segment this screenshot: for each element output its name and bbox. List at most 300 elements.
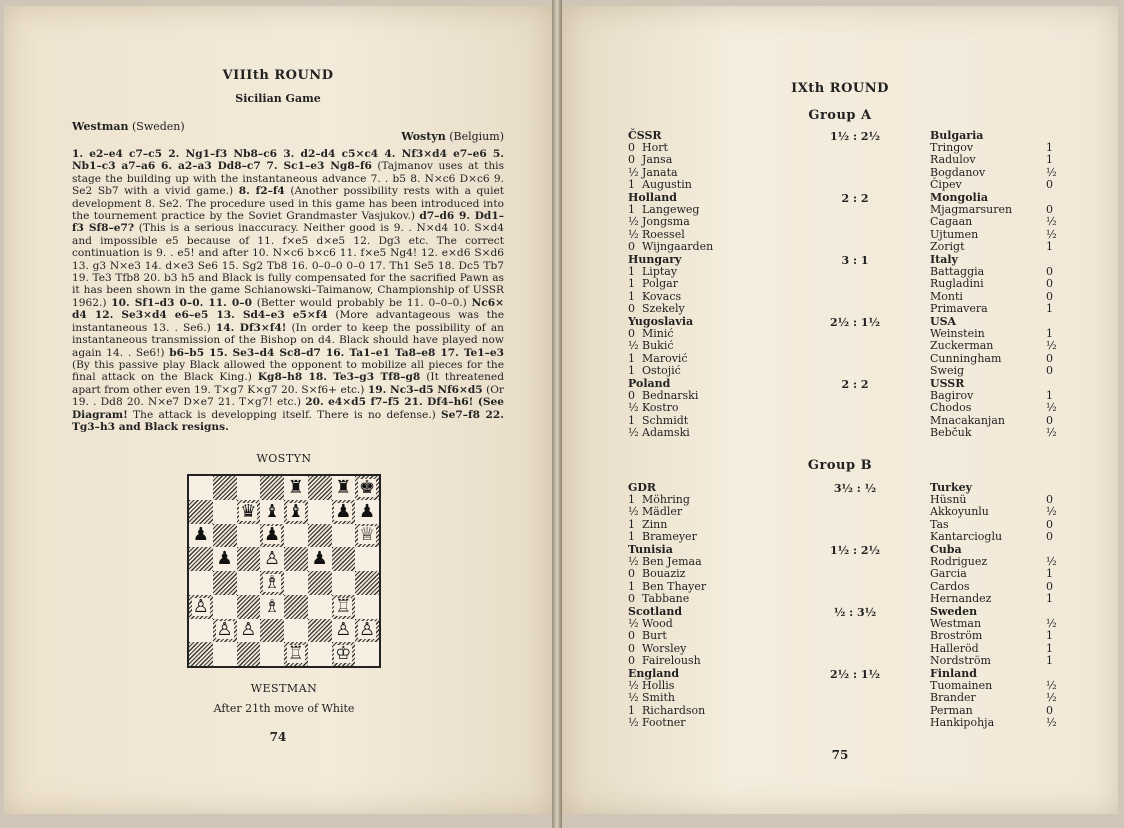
chess-piece-icon: ♟	[264, 524, 281, 546]
player-name: Janata	[642, 165, 678, 179]
player-name: Jongsma	[642, 215, 690, 229]
player-points: 1	[628, 289, 635, 303]
player-name: Adamski	[642, 425, 690, 439]
team-name: GDR	[628, 481, 657, 494]
match-score: ½ : 3½	[833, 606, 877, 619]
player-row	[930, 506, 1060, 518]
player-points: ½	[1046, 401, 1057, 415]
player-name: Bouaziz	[642, 567, 686, 581]
match-score: 1½ : 2½	[830, 130, 880, 143]
comment-text: (Better would probably be 11. 0–0–0.)	[251, 296, 472, 309]
group-a-title: Group A	[808, 108, 872, 123]
player-name: Westman	[930, 617, 982, 631]
team-left	[628, 482, 808, 543]
player-points: 1	[1046, 389, 1053, 403]
team-name: Holland	[628, 191, 677, 204]
player-name: Langeweg	[642, 203, 700, 217]
team-right	[930, 544, 1060, 605]
player-points: 1	[628, 203, 635, 217]
player-name: Kantarcioglu	[930, 529, 1003, 543]
board-square	[213, 619, 237, 643]
player-points: 1	[1046, 629, 1053, 643]
player-name: Cunningham	[930, 351, 1002, 365]
board-square	[237, 476, 261, 500]
team-name: ČSSR	[628, 129, 662, 142]
team-name: Bulgaria	[930, 129, 984, 142]
board-square	[260, 595, 284, 619]
board-square	[355, 595, 379, 619]
player-name: Rugladini	[930, 277, 984, 291]
chess-piece-icon: ♝	[264, 500, 281, 522]
book-gutter	[552, 0, 562, 828]
move-text: 19. Nc3–d5 Nf6×d5	[367, 383, 483, 396]
player-name: Bogdanov	[930, 165, 986, 179]
player-row	[930, 241, 1060, 253]
match-block	[628, 130, 1068, 192]
board-square	[189, 524, 213, 548]
player-name: Szekely	[642, 301, 685, 315]
player-points: ½	[628, 227, 639, 241]
match-block	[628, 668, 1068, 730]
player-points: ½	[1046, 165, 1057, 179]
team-right	[930, 254, 1060, 315]
player-name: Perman	[930, 703, 973, 717]
board-square	[308, 571, 332, 595]
board-square	[189, 642, 213, 666]
player-name: Hort	[642, 141, 668, 155]
team-name: Poland	[628, 377, 671, 390]
board-bottom-label: WESTMAN	[250, 682, 318, 695]
player-name: Ben Thayer	[642, 579, 707, 593]
chess-piece-icon: ♖	[287, 643, 304, 665]
board-square	[189, 500, 213, 524]
player-row	[628, 427, 808, 439]
board-square	[284, 642, 308, 666]
match-block	[628, 482, 1068, 544]
player-points: ½	[628, 425, 639, 439]
board-square	[260, 476, 284, 500]
move-text: 20. e4×d5 f7–f5 21. Df4–h6! (See Diagram!	[72, 396, 505, 421]
team-left	[628, 130, 808, 191]
player-points: 1	[1046, 141, 1053, 155]
chess-piece-icon: ♟	[216, 548, 233, 570]
board-square	[284, 547, 308, 571]
player-points: 0	[1046, 517, 1053, 531]
player-name: Smith	[642, 691, 675, 705]
player-points: ½	[1046, 215, 1057, 229]
team-name: Tunisia	[628, 543, 673, 556]
player-points: 1	[628, 517, 635, 531]
player-name: Kovacs	[642, 289, 682, 303]
board-square	[189, 595, 213, 619]
player-row	[628, 531, 808, 543]
board-square	[189, 476, 213, 500]
board-square	[355, 642, 379, 666]
player-points: 1	[1046, 327, 1053, 341]
player-points: 0	[628, 591, 635, 605]
player-points: 0	[1046, 363, 1053, 377]
match-block	[628, 192, 1068, 254]
player-row	[628, 179, 808, 191]
board-square	[237, 524, 261, 548]
player-name: Monti	[930, 289, 963, 303]
page-title: VIIIth ROUND	[222, 68, 334, 83]
player-name: Bukić	[642, 339, 674, 353]
board-square	[355, 500, 379, 524]
board-square	[284, 500, 308, 524]
chess-piece-icon: ♛	[240, 500, 257, 522]
player-points: 0	[1046, 579, 1053, 593]
team-name: Hungary	[628, 253, 682, 266]
player-points: 0	[1046, 413, 1053, 427]
player-name: Broström	[930, 629, 983, 643]
board-square	[308, 476, 332, 500]
player-points: ½	[1046, 679, 1057, 693]
match-block	[628, 316, 1068, 378]
match-score: 3½ : ½	[833, 482, 877, 495]
board-square	[308, 524, 332, 548]
team-left	[628, 668, 808, 729]
player-row	[628, 303, 808, 315]
board-square	[213, 595, 237, 619]
player-points: ½	[1046, 555, 1057, 569]
player-name: Halleröd	[930, 641, 979, 655]
player-points: 0	[628, 153, 635, 167]
player-name: Hankipohja	[930, 715, 995, 729]
move-text: d7–d6 9. Dd1–f3 Sf8–e7?	[72, 210, 504, 235]
chess-piece-icon: ♟	[192, 524, 209, 546]
move-text: b6–b5 15. Se3–d4 Sc8–d7 16. Ta1–e1 Ta8–e8 17. Te1–e3	[169, 346, 505, 359]
player-points: ½	[628, 505, 639, 519]
player-row	[930, 655, 1060, 667]
team-right	[930, 482, 1060, 543]
team-name: USA	[930, 315, 957, 328]
board-square	[308, 595, 332, 619]
team-name: Scotland	[628, 605, 683, 618]
board-square	[189, 547, 213, 571]
player-points: 1	[628, 703, 635, 717]
player-row	[930, 717, 1060, 729]
team-name: Yugoslavia	[628, 315, 694, 328]
player-points: 0	[628, 389, 635, 403]
player-points: ½	[628, 165, 639, 179]
page-title-right: IXth ROUND	[791, 81, 889, 96]
chess-piece-icon: ♟	[335, 500, 352, 522]
player-row	[930, 365, 1060, 377]
team-right	[930, 606, 1060, 667]
player-row	[930, 531, 1060, 543]
player-row	[930, 593, 1060, 605]
player-points: 1	[628, 413, 635, 427]
player-name: Zuckerman	[930, 339, 994, 353]
player-points: 1	[628, 265, 635, 279]
player-points: ½	[628, 679, 639, 693]
board-square	[260, 619, 284, 643]
match-block	[628, 254, 1068, 316]
white-player: Westman (Sweden)	[72, 120, 185, 133]
player-points: 0	[1046, 289, 1053, 303]
player-name: Tas	[930, 517, 949, 531]
board-square	[332, 500, 356, 524]
player-points: 0	[1046, 277, 1053, 291]
comment-text: (Or 19. . Dd8 20. N×e7 D×e7 21. T×g7! etc.)	[72, 383, 505, 409]
team-left	[628, 254, 808, 315]
player-points: 1	[628, 529, 635, 543]
board-square	[213, 642, 237, 666]
move-text: 8. f2–f4	[238, 185, 285, 198]
board-square	[260, 547, 284, 571]
player-points: ½	[628, 691, 639, 705]
team-name: Finland	[930, 667, 977, 680]
player-name: Cardos	[930, 579, 970, 593]
player-points: 0	[1046, 177, 1053, 191]
chess-diagram	[187, 474, 381, 668]
board-square	[332, 642, 356, 666]
team-left	[628, 316, 808, 377]
board-square	[213, 500, 237, 524]
page-number-right: 75	[831, 748, 849, 762]
group-a-matches	[628, 130, 1068, 440]
board-square	[284, 571, 308, 595]
player-name: Wood	[642, 617, 673, 631]
game-annotation-text	[72, 148, 504, 433]
player-name: Tringov	[930, 141, 974, 155]
player-name: Rodriguez	[930, 555, 988, 569]
move-text: 1. e2–e4 c7–c5 2. Ng1–f3 Nb8–c6 3. d2–d4 c5×c4 4. Nf3×d4 e7–e6 5. Nb1–c3 a7–a6 6. a2–a3 Dd8–c7 7. Sc1–e3 Ng8–f6	[72, 148, 504, 173]
board-top-label: WOSTYN	[256, 452, 312, 465]
player-name: Minić	[642, 327, 674, 341]
player-row	[628, 593, 808, 605]
team-left	[628, 192, 808, 253]
player-name: Bednarski	[642, 389, 699, 403]
team-name: Mongolia	[930, 191, 989, 204]
player-points: ½	[628, 555, 639, 569]
match-block	[628, 544, 1068, 606]
match-score: 3 : 1	[841, 254, 869, 267]
player-points: 1	[1046, 641, 1053, 655]
player-name: Polgar	[642, 277, 678, 291]
chess-piece-icon: ♜	[335, 476, 352, 498]
player-points: 0	[628, 141, 635, 155]
player-name: Burt	[642, 629, 667, 643]
match-score: 2½ : 1½	[830, 316, 880, 329]
player-points: 0	[628, 641, 635, 655]
board-square	[284, 524, 308, 548]
player-name: Ostojić	[642, 363, 681, 377]
match-score: 2 : 2	[841, 378, 869, 391]
player-name: Hüsnü	[930, 493, 967, 507]
team-right	[930, 668, 1060, 729]
player-name: Sweig	[930, 363, 965, 377]
board-square	[284, 476, 308, 500]
comment-text: The attack is developping itself. There is no defense.)	[127, 408, 441, 421]
player-points: 1	[1046, 591, 1053, 605]
player-name: Battaggia	[930, 265, 985, 279]
team-name: Cuba	[930, 543, 962, 556]
board-square	[355, 619, 379, 643]
player-name: Zinn	[642, 517, 668, 531]
player-row	[628, 717, 808, 729]
player-points: 1	[1046, 239, 1053, 253]
chess-piece-icon: ♙	[216, 619, 233, 641]
player-points: ½	[628, 339, 639, 353]
player-points: 0	[1046, 493, 1053, 507]
chess-piece-icon: ♕	[359, 524, 376, 546]
move-text: Kg8–h8 18. Te3–g3 Tf8–g8	[257, 371, 421, 384]
player-points: 1	[628, 351, 635, 365]
player-points: 1	[1046, 653, 1053, 667]
player-name: Mnacakanjan	[930, 413, 1005, 427]
board-square	[332, 547, 356, 571]
player-name: Wijngaarden	[642, 239, 714, 253]
player-name: Chodos	[930, 401, 972, 415]
team-right	[930, 192, 1060, 253]
team-name: Turkey	[930, 481, 972, 494]
player-name: Möhring	[642, 493, 690, 507]
comment-text: (By this passive play Black allowed the opponent to mobilize all pieces for the final attack on the Black King.)	[72, 358, 504, 384]
move-text: 14. Df3×f4!	[215, 321, 287, 334]
group-b-title: Group B	[807, 458, 873, 473]
player-points: 1	[628, 177, 635, 191]
match-block	[628, 606, 1068, 668]
comment-text: (This is a serious inaccuracy. Neither good is 9. . N×d4 10. S×d4 and impossible e5 because of 11. f×e5 d×e5 12. Dg3 etc. The correct continuation is 9. . e5! and after 10. N×c6 b×c6 11. f×e5 Ng4! 12. e×d6 S×d6 13. g3 N×e3 14. d×e3 Se6 15. Sg2 Tb8 16. 0–0–0 0–0 17. Th1 Se5 18. Dc5 Tb7 19. Te3 Tfb8 20. b3 h5 and Black is fully compensated for the sacrified Pawn as it has been shown in the game Schianowski–Taimanow, Championship of USSR 1962.)	[72, 222, 505, 309]
player-name: Hollis	[642, 679, 675, 693]
team-name: Sweden	[930, 605, 978, 618]
player-name: Richardson	[642, 703, 706, 717]
player-points: 1	[628, 363, 635, 377]
chess-piece-icon: ♝	[287, 500, 304, 522]
player-points: 0	[628, 629, 635, 643]
group-b-matches	[628, 482, 1068, 730]
player-name: Augustin	[642, 177, 692, 191]
player-points: 0	[628, 653, 635, 667]
board-square	[332, 476, 356, 500]
board-square	[308, 500, 332, 524]
team-name: England	[628, 667, 680, 680]
board-square	[332, 524, 356, 548]
player-name: Tabbane	[642, 591, 690, 605]
player-row	[628, 655, 808, 667]
board-square	[355, 524, 379, 548]
board-square	[189, 571, 213, 595]
player-points: 0	[628, 301, 635, 315]
chess-piece-icon: ♙	[359, 619, 376, 641]
player-name: Worsley	[642, 641, 687, 655]
comment-text: (Another possibility rests with a quiet development 8. Se2. The procedure used in this game has been introduced into the tournement practice by the Soviet Grandmaster Vasjukov.)	[72, 185, 504, 223]
player-name: Cagaan	[930, 215, 973, 229]
player-points: ½	[1046, 715, 1057, 729]
board-square	[332, 619, 356, 643]
player-points: ½	[1046, 505, 1057, 519]
match-score: 2½ : 1½	[830, 668, 880, 681]
player-name: Čipev	[930, 177, 962, 191]
chess-piece-icon: ♙	[240, 619, 257, 641]
chess-piece-icon: ♚	[359, 476, 376, 498]
player-points: 1	[628, 579, 635, 593]
player-points: 1	[628, 493, 635, 507]
board-square	[284, 619, 308, 643]
player-points: ½	[628, 715, 639, 729]
board-square	[284, 595, 308, 619]
page-number-left: 74	[269, 730, 287, 744]
board-square	[332, 595, 356, 619]
player-name: Akkoyunlu	[930, 505, 989, 519]
player-points: ½	[1046, 339, 1057, 353]
player-row	[930, 179, 1060, 191]
player-name: Nordström	[930, 653, 991, 667]
player-row	[930, 427, 1060, 439]
player-points: ½	[628, 215, 639, 229]
player-name: Weinstein	[930, 327, 985, 341]
board-square	[213, 476, 237, 500]
player-points: 0	[1046, 203, 1053, 217]
player-name: Mjagmarsuren	[930, 203, 1013, 217]
player-name: Bebčuk	[930, 425, 972, 439]
board-square	[213, 547, 237, 571]
black-player: Wostyn (Belgium)	[401, 130, 504, 143]
match-block	[628, 378, 1068, 440]
player-name: Bagirov	[930, 389, 974, 403]
board-square	[308, 619, 332, 643]
team-left	[628, 606, 808, 667]
chess-piece-icon: ♗	[264, 571, 281, 593]
player-name: Brameyer	[642, 529, 697, 543]
player-row	[930, 303, 1060, 315]
player-name: Garcia	[930, 567, 967, 581]
player-name: Primavera	[930, 301, 988, 315]
player-points: ½	[628, 617, 639, 631]
player-name: Kostro	[642, 401, 679, 415]
left-page	[4, 6, 552, 814]
player-points: 0	[628, 239, 635, 253]
player-points: ½	[1046, 425, 1057, 439]
player-name: Tuomainen	[930, 679, 993, 693]
board-square	[355, 476, 379, 500]
player-points: 1	[1046, 301, 1053, 315]
player-points: 1	[1046, 153, 1053, 167]
team-name: Italy	[930, 253, 958, 266]
chess-piece-icon: ♙	[335, 619, 352, 641]
team-right	[930, 378, 1060, 439]
player-row	[628, 365, 808, 377]
chess-piece-icon: ♙	[192, 595, 209, 617]
player-name: Zorigt	[930, 239, 965, 253]
board-square	[237, 500, 261, 524]
comment-text: (In order to keep the possibility of an instantaneous transmission of the Bishop on d4. Black should have played now again 14. . Se6!)	[72, 321, 504, 359]
chess-piece-icon: ♜	[287, 476, 304, 498]
board-caption: After 21th move of White	[213, 702, 355, 715]
move-text: 10. Sf1–d3 0–0. 11. 0–0	[111, 296, 252, 309]
player-points: ½	[1046, 691, 1057, 705]
player-name: Mädler	[642, 505, 683, 519]
chess-piece-icon: ♟	[359, 500, 376, 522]
player-name: Hernandez	[930, 591, 992, 605]
board-square	[213, 524, 237, 548]
player-points: ½	[1046, 227, 1057, 241]
comment-text: (More advantageous was the instantaneous 13. . Se6.)	[72, 309, 504, 334]
comment-text: (It threatened apart from other even 19. T×g7 K×g7 20. S×f6+ etc.)	[72, 371, 504, 396]
chess-piece-icon: ♟	[311, 548, 328, 570]
board-square	[260, 571, 284, 595]
right-page	[562, 6, 1118, 814]
move-text: Se7–f8 22. Tg3–h3 and Black resigns.	[72, 408, 504, 433]
player-name: Schmidt	[642, 413, 689, 427]
board-square	[308, 547, 332, 571]
player-name: Footner	[642, 715, 686, 729]
board-square	[260, 642, 284, 666]
player-name: Radulov	[930, 153, 976, 167]
player-name: Roessel	[642, 227, 685, 241]
